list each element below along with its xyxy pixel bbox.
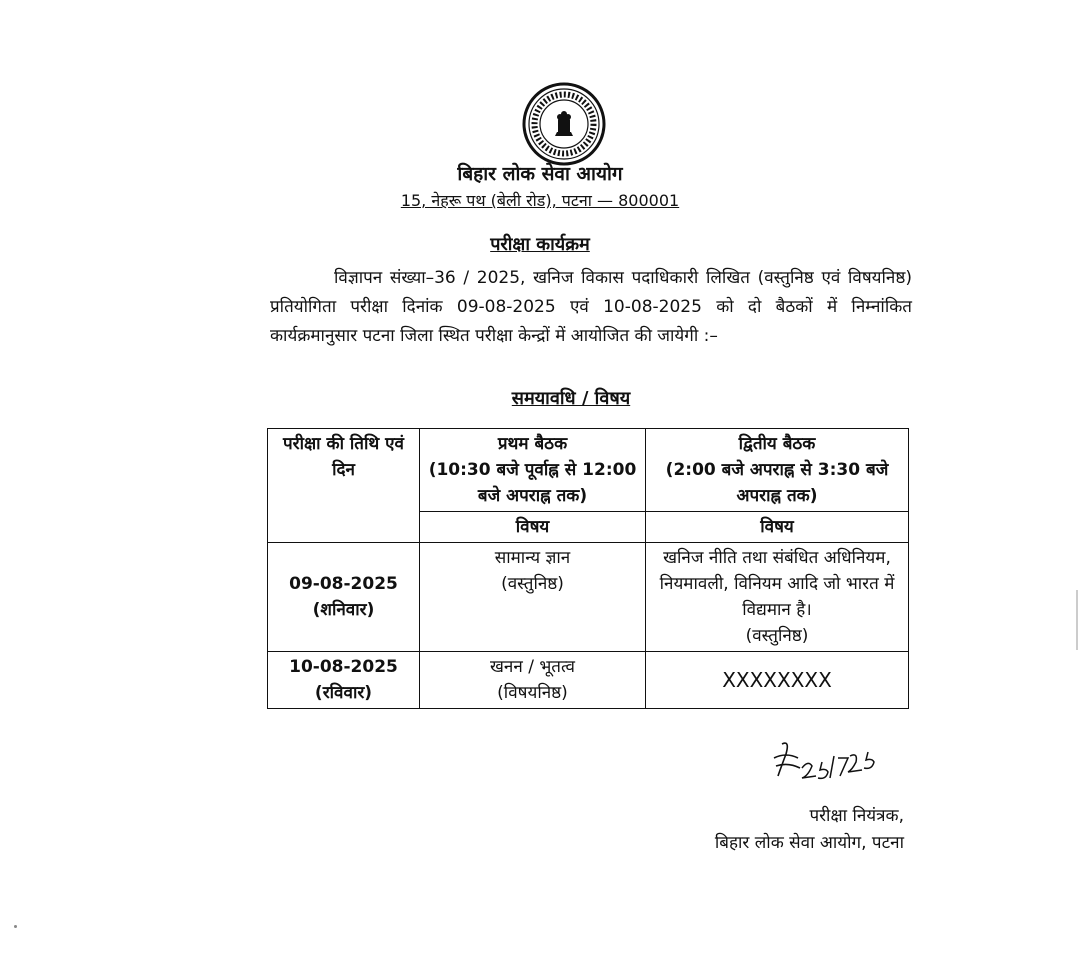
page-title: परीक्षा कार्यक्रम bbox=[490, 234, 590, 255]
schedule-subheading: समयावधि / विषय bbox=[511, 388, 631, 409]
first-sitting-subject bbox=[420, 543, 646, 652]
commission-seal-icon bbox=[522, 82, 606, 166]
subject-label-first: विषय bbox=[420, 512, 646, 543]
exam-day: (शनिवार) bbox=[312, 600, 375, 620]
first-sitting-title: प्रथम बैठक bbox=[497, 434, 568, 454]
organization-address: 15, नेहरू पथ (बेली रोड), पटना — 800001 bbox=[400, 191, 680, 210]
handwritten-signature bbox=[768, 736, 888, 786]
exam-date: 09-08-2025 bbox=[289, 574, 398, 594]
second-sitting-subject bbox=[646, 543, 909, 652]
date-cell bbox=[268, 543, 420, 652]
subject-name: खनन / भूतत्व bbox=[490, 657, 575, 677]
table-row bbox=[268, 543, 909, 652]
subject-type: (वस्तुनिष्ठ) bbox=[745, 626, 809, 646]
subject-type: (वस्तुनिष्ठ) bbox=[501, 574, 564, 594]
subject-label-second: विषय bbox=[646, 512, 909, 543]
header-date-day: परीक्षा की तिथि एवं दिन bbox=[268, 429, 420, 543]
signatory-office: बिहार लोक सेवा आयोग, पटना bbox=[714, 833, 904, 853]
exam-schedule-table bbox=[267, 428, 909, 709]
organization-name: बिहार लोक सेवा आयोग bbox=[457, 163, 623, 185]
notice-paragraph: विज्ञापन संख्या–36 / 2025, खनिज विकास पदाधिकारी लिखित (वस्तुनिष्ठ एवं विषयनिष्ठ) प्रतियोगिता परीक्षा दिनांक 09-08-2025 एवं 10-08-2025 को दो बैठकों में निम्नांकित कार्यक्रमानुसार पटना जिला स्थित परीक्षा केन्द्रों में आयोजित की जायेगी :– bbox=[270, 268, 912, 346]
table-row bbox=[268, 652, 909, 709]
second-sitting-subject: XXXXXXXX bbox=[646, 652, 909, 709]
subject-type: (विषयनिष्ठ) bbox=[497, 683, 568, 703]
scan-edge-mark bbox=[1076, 590, 1078, 650]
exam-date: 10-08-2025 bbox=[289, 657, 398, 677]
header-first-sitting bbox=[420, 429, 646, 512]
scan-speck bbox=[14, 925, 17, 928]
first-sitting-time: (10:30 बजे पूर्वाह्न से 12:00 बजे अपराह्न तक) bbox=[428, 460, 637, 506]
table-header-row bbox=[268, 429, 909, 512]
subject-name: खनिज नीति तथा संबंधित अधिनियम, नियमावली, विनियम आदि जो भारत में विद्यमान है। bbox=[659, 548, 895, 620]
first-sitting-subject bbox=[420, 652, 646, 709]
header-second-sitting bbox=[646, 429, 909, 512]
date-cell bbox=[268, 652, 420, 709]
signatory-designation: परीक्षा नियंत्रक, bbox=[809, 806, 904, 826]
subject-name: सामान्य ज्ञान bbox=[494, 548, 571, 568]
second-sitting-title: द्वितीय बैठक bbox=[738, 434, 816, 454]
second-sitting-time: (2:00 बजे अपराह्न से 3:30 बजे अपराह्न तक) bbox=[665, 460, 889, 506]
exam-day: (रविवार) bbox=[314, 683, 373, 703]
